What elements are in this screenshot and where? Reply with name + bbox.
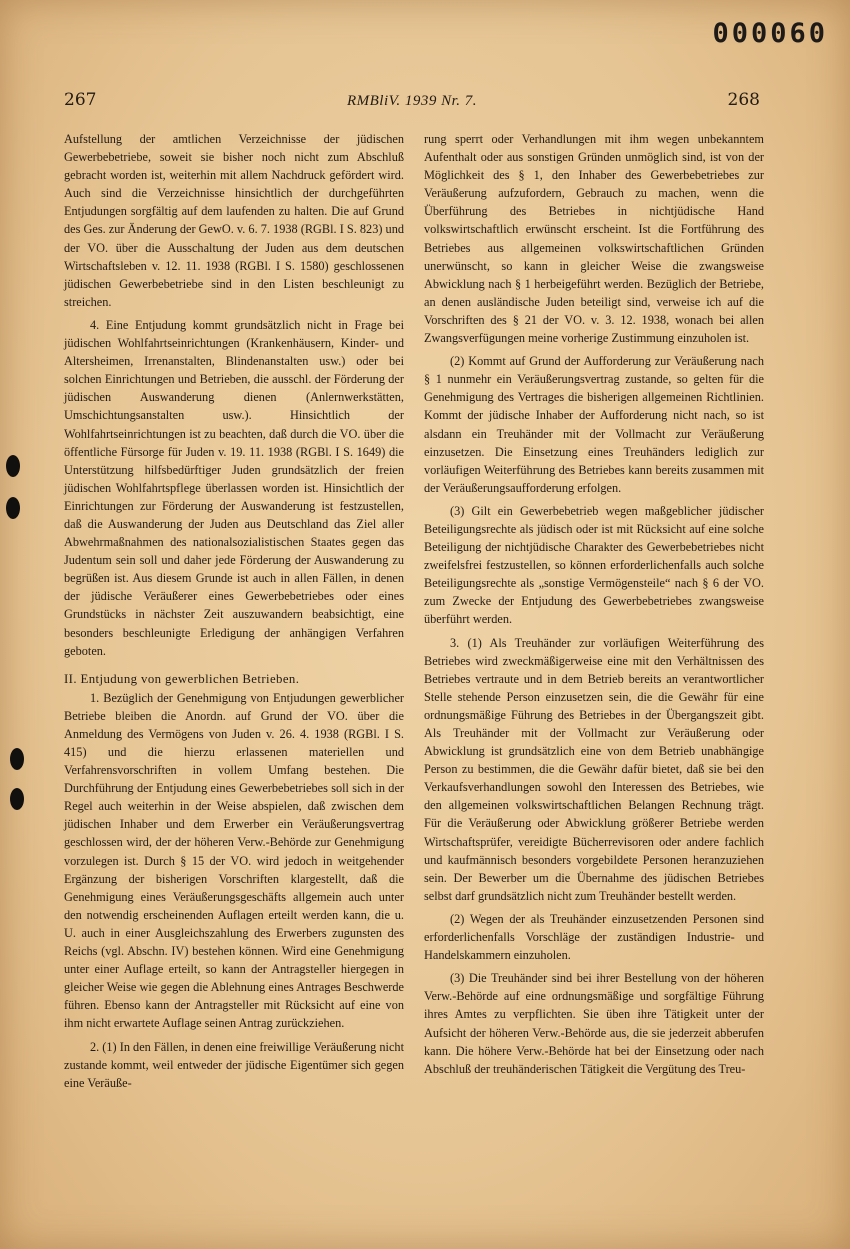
archive-stamp-number: 000060 bbox=[712, 18, 828, 49]
left-column bbox=[64, 130, 404, 1150]
right-column bbox=[424, 130, 764, 1150]
gazette-title: RMBliV. 1939 Nr. 7. bbox=[346, 93, 478, 109]
paragraph: 2. (1) In den Fällen, in denen eine freiwillige Veräußerung nicht zustande kommt, weil entweder der jüdische Eigentümer sich gegen eine Veräuße- bbox=[64, 1039, 404, 1090]
section-heading: II. Entjudung von gewerblichen Betrieben. bbox=[64, 671, 300, 686]
punch-hole bbox=[10, 788, 24, 810]
punch-hole bbox=[6, 497, 20, 519]
paragraph: 1. Bezüglich der Genehmigung von Entjudungen gewerblicher Betriebe bleiben die Anordn. auf Grund der VO. über die Anmeldung des Vermögens von Juden v. 26. 4. 1938 (RGBl. I S. 415) und die hierzu erlassenen materiellen und Verfahrensvorschriften in vollem Umfang bestehen. Die Durchführung der Entjudung eines Gewerbebetriebes soll sich in der Regel auch weiterhin in der Weise abspielen, daß zwischen dem jüdischen Inhaber und dem Erwerber ein Veräußerungsvertrag geschlossen wird, der der höheren Verw.-Behörde zur Genehmigung vorzulegen ist. Durch § 15 der VO. wird jedoch in weitgehender Ergänzung der bisherigen Vorschriften klargestellt, daß die Genehmigung eines Veräußerungsgeschäfts allgemein auch unter den notwendig erscheinenden Auflagen erteilt werden kann, die u. U. auch in einer Ausgleichszahlung des Erwerbers zugunsten des Reichs (vgl. Abschn. IV) bestehen können. Wird eine Genehmigung unter einer Auflage erteilt, so kann der Antragsteller hiergegen in gleicher Weise wie gegen die Ablehnung eines Antrages Beschwerde führen. Ebenso kann der Antragsteller mit Rücksicht auf eine von ihm nicht erwartete Auflage seinen Antrag zurückziehen. bbox=[64, 690, 404, 1031]
paragraph: (3) Gilt ein Gewerbebetrieb wegen maßgeblicher jüdischer Beteiligungsrechte als jüdisch oder ist mit Rücksicht auf eine solche Beteiligung der nichtjüdische Charakter des Gewerbebetriebes nicht zweifelsfrei festzustellen, so können erforderlichenfalls auch solche Beteiligungsrechte als „sonstige Vermögensteile“ nach § 6 der VO. zum Zwecke der Entjudung des Gewerbebetriebes zwangsweise überführt werden. bbox=[424, 503, 764, 627]
paragraph: rung sperrt oder Verhandlungen mit ihm wegen unbekanntem Aufenthalt oder aus sonstigen Gründen unmöglich sind, ist von der Möglichkeit des § 1, den Inhaber des Gewerbebetriebes zur Veräußerung aufzufordern, Gebrauch zu machen, wenn die Überführung des Betriebes in nichtjüdische Hand volkswirtschaftlich erwünscht erscheint. Ist die Fortführung des Betriebes aus allgemeinen volkswirtschaftlichen Gründen unerwünscht, so kann in gleicher Weise die zwangsweise Abwicklung nach § 1 herbeigeführt werden. Bezüglich der Betriebe, an denen ausländische Juden beteiligt sind, verweise ich auf die Vorschriften des § 21 der VO. v. 3. 12. 1938, wonach bei allen Zwangsverfügungen meine vorherige Zustimmung einzuholen ist. bbox=[424, 132, 764, 346]
punch-hole bbox=[6, 455, 20, 477]
paragraph: 4. Eine Entjudung kommt grundsätzlich nicht in Frage bei jüdischen Wohlfahrtseinrichtungen (Krankenhäusern, Kinder- und Altersheimen, Irrenanstalten, Blindenanstalten usw.) oder bei solchen Einrichtungen und Betrieben, die ausschl. der Förderung der jüdischen Auswanderung dienen (Anlernwerkstätten, Umschichtungsanstalten usw.). Hinsichtlich der Wohlfahrtseinrichtungen ist zu beachten, daß durch die VO. über die öffentliche Fürsorge für Juden v. 19. 11. 1938 (RGBl. I S. 1649) die Unterstützung hilfsbedürftiger Juden grundsätzlich der freien jüdischen Wohlfahrtspflege überlassen worden ist. Hinsichtlich der Einrichtungen zur Förderung der Auswanderung ist festzustellen, daß die Auswanderung der Juden aus Deutschland das Ziel aller Abwehrmaßnahmen des nationalsozialistischen Staates gegen das Judentum sein soll und daher jede Förderung der Auswanderung zu begrüßen ist. Aus diesem Grunde ist auch in allen Fällen, in denen der jüdische Veräußerer eines Gewerbebetriebes oder eines Grundstücks in nächster Zeit auszuwandern beabsichtigt, eine besonders beschleunigte Erledigung der anhängigen Verfahren geboten. bbox=[64, 317, 404, 658]
paragraph: Aufstellung der amtlichen Verzeichnisse der jüdischen Gewerbebetriebe, soweit sie bisher noch nicht zum Abschluß gebracht worden ist, weiterhin mit allem Nachdruck gefördert wird. Auch sind die Verzeichnisse hinsichtlich der durchgeführten Entjudungen sorgfältig auf dem laufenden zu halten. Die auf Grund des Ges. zur Änderung der GewO. v. 6. 7. 1938 (RGBl. I S. 823) und der VO. über die Ausschaltung der Juden aus dem deutschen Wirtschaftsleben v. 12. 11. 1938 (RGBl. I S. 1580) geschlossenen jüdischen Gewerbebetriebe sind in den Listen beschleunigt zu streichen. bbox=[64, 132, 404, 309]
paragraph: (3) Die Treuhänder sind bei ihrer Bestellung von der höheren Verw.-Behörde auf eine ordnungsmäßige und sorgfältige Führung ihres Amtes zu verpflichten. Sie üben ihre Tätigkeit unter der Aufsicht der höheren Verw.-Behörde aus, die sie jederzeit abberufen kann. Die höhere Verw.-Behörde hat bei der Einsetzung oder nach Abschluß der treuhänderischen Tätigkeit die Vergütung des Treu- bbox=[424, 971, 764, 1076]
text-columns bbox=[64, 130, 764, 1150]
left-page-number: 267 bbox=[64, 90, 97, 110]
paragraph: 3. (1) Als Treuhänder zur vorläufigen Weiterführung des Betriebes wird zweckmäßigerweise eine mit den Verhältnissen des Betriebes vertraute und in dem Betrieb bereits an verantwortlicher Stelle stehende Person einzusetzen sein, die die Gewähr für eine ordnungsmäßige Führung des Betriebes in der Übergangszeit gibt. Als Treuhänder mit der Vollmacht zur Veräußerung oder Abwicklung ist grundsätzlich eine von dem Betrieb unabhängige Person zu bestimmen, die die Gewähr dafür bietet, daß sie bei den Verkaufsverhandlungen sowohl den Interessen des Betriebes, wie den allgemeinen volkswirtschaftlichen Belangen Rechnung trägt. Für die Veräußerung oder Abwicklung größerer Betriebe werden Wirtschaftsprüfer, vereidigte Bücherrevisoren oder andere fachlich und kaufmännisch besonders vorgebildete Personen heranzuziehen sein. Der Bewerber um die Übernahme des jüdischen Betriebes selbst darf grundsätzlich nicht zum Treuhänder bestellt werden. bbox=[424, 635, 764, 903]
page-header bbox=[64, 90, 760, 116]
paragraph: (2) Wegen der als Treuhänder einzusetzenden Personen sind erforderlichenfalls Vorschläge der zuständigen Industrie- und Handelskammern einzuholen. bbox=[424, 911, 764, 963]
punch-hole bbox=[10, 748, 24, 770]
paragraph: (2) Kommt auf Grund der Aufforderung zur Veräußerung nach § 1 nunmehr ein Veräußerungsvertrag zustande, so gelten für die Genehmigung des Vertrages die bisherigen allgemeinen Richtlinien. Kommt der jüdische Inhaber der Aufforderung nicht nach, so ist alsdann ein Treuhänder mit der Vollmacht zur Veräußerung einzusetzen. Die Einsetzung eines Treuhänders lediglich zur vorläufigen Weiterführung des Betriebes kann bereits zusammen mit der Veräußerungsaufforderung erfolgen. bbox=[424, 354, 764, 495]
right-page-number: 268 bbox=[727, 90, 760, 110]
